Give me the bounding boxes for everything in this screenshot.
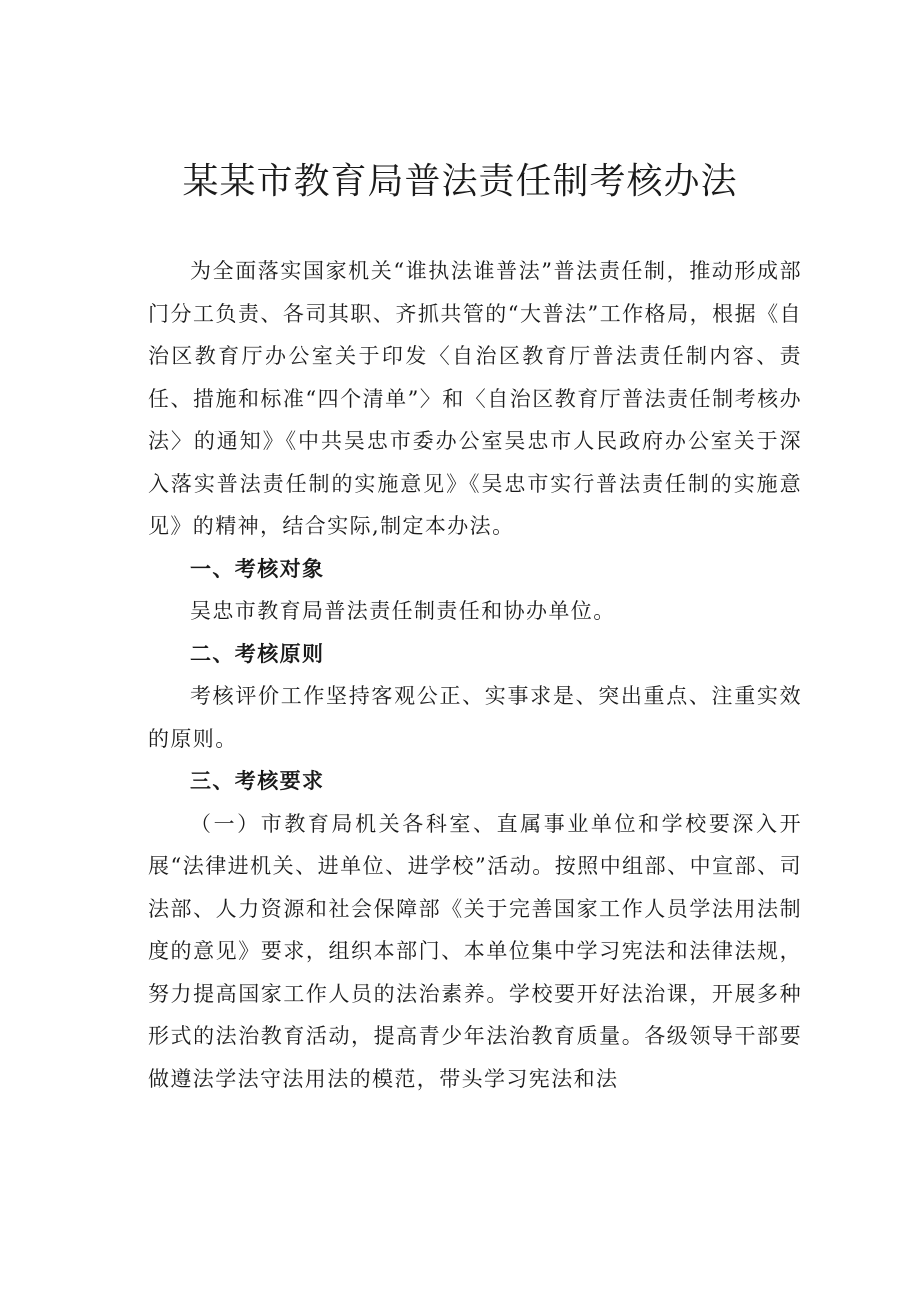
section-heading-1: 一、考核对象 [190,556,325,581]
section-heading-3: 三、考核要求 [190,769,325,793]
intro-paragraph: 为全面落实国家机关“谁执法谁普法”普法责任制，推动形成部门分工负责、各司其职、齐抓共管的“大普法”工作格局，根据《自治区教育厅办公室关于印发〈自治区教育厅普法责任制内容、责任、措施和标准“四个清单”〉和〈自治区教育厅普法责任制考核办法〉的通知》《中共吴忠市委办公室吴忠市人民政府办公室关于深入落实普法责任制的实施意见》《吴忠市实行普法责任制的实施意见》的精神，结合实际,制定本办法。 [148,259,802,538]
section-text-2: 考核评价工作坚持客观公正、实事求是、突出重点、注重实效的原则。 [148,684,802,751]
section-text-1: 吴忠市教育局普法责任制责任和协办单位。 [190,599,616,623]
document-title: 某某市教育局普法责任制考核办法 [182,161,738,202]
section-text-3: （一）市教育局机关各科室、直属事业单位和学校要深入开展“法律进机关、进单位、进学校”活动。按照中组部、中宣部、司法部、人力资源和社会保障部《关于完善国家工作人员学法用法制度的意见》要求，组织本部门、本单位集中学习宪法和法律法规，努力提高国家工作人员的法治素养。学校要开好法治课，开展多种形式的法治教育活动，提高青少年法治教育质量。各级领导干部要做遵法学法守法用法的模范，带头学习宪法和法 [148,811,802,1091]
section-heading-2: 二、考核原则 [190,641,325,666]
document-body [148,250,802,1100]
